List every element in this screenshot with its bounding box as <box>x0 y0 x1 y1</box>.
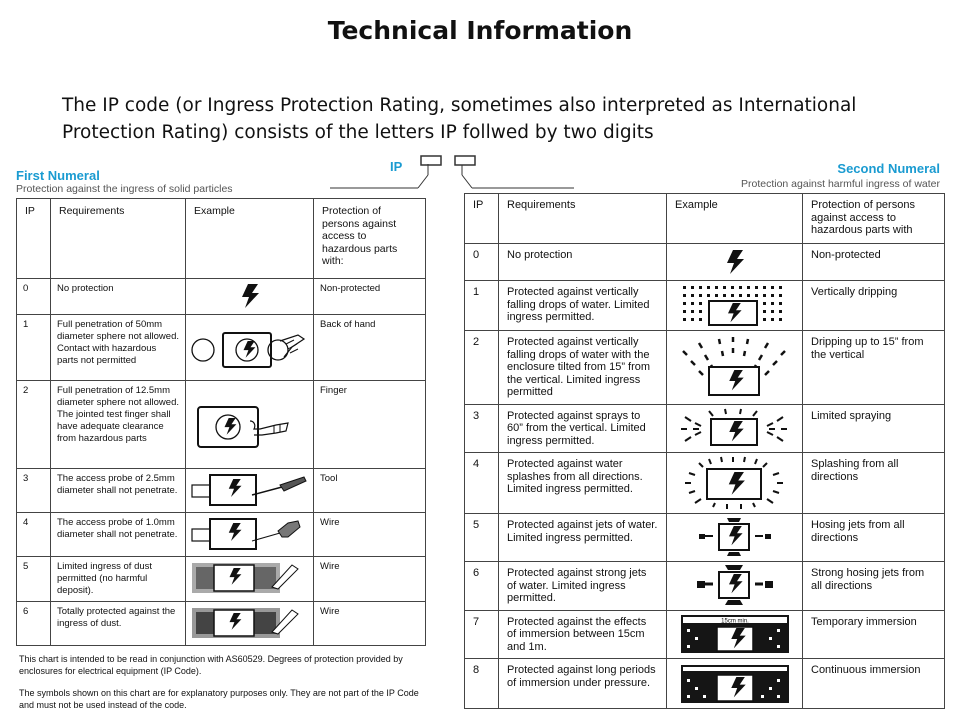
table-header-row <box>17 199 426 279</box>
finger-icon <box>188 383 310 463</box>
ip-code-cell: 0 <box>17 279 51 315</box>
protection-cell: Dripping up to 15” from the vertical <box>803 331 945 405</box>
note-symbols: The symbols shown on this chart are for explanatory purposes only. They are not part of the IP Code and must not be used instead of the code. <box>19 688 419 710</box>
ip-code-cell: 3 <box>17 469 51 513</box>
protection-cell: Wire <box>314 513 426 557</box>
ip-code-cell: 2 <box>17 381 51 469</box>
protection-cell: Tool <box>314 469 426 513</box>
requirement-cell: Protected against vertically falling drops of water with the enclosure tilted from 15” from the vertical. Limited ingress permitted <box>499 331 667 405</box>
second-numeral-heading <box>741 161 940 191</box>
protection-cell: Non-protected <box>803 244 945 281</box>
table-row <box>465 331 945 405</box>
protection-cell: Finger <box>314 381 426 469</box>
protection-cell: Vertically dripping <box>803 281 945 331</box>
column-header-requirements: Requirements <box>51 199 186 279</box>
column-header-protection: Protection of persons against access to hazardous parts with: <box>314 199 426 279</box>
requirement-cell: Protected against vertically falling drops of water. Limited ingress permitted. <box>499 281 667 331</box>
example-cell <box>667 610 803 659</box>
example-cell <box>186 513 314 557</box>
jet-icon <box>669 516 799 558</box>
vertical-drip-icon <box>669 283 799 327</box>
example-cell <box>186 279 314 315</box>
table-row <box>17 557 426 602</box>
protection-cell: Continuous immersion <box>803 659 945 709</box>
table-row <box>465 453 945 514</box>
table-row <box>17 279 426 315</box>
protection-cell: Wire <box>314 602 426 646</box>
ip-code-cell: 4 <box>17 513 51 557</box>
dust-sealed-icon <box>188 604 310 642</box>
column-header-example: Example <box>667 194 803 244</box>
ip-diagram-label: IP <box>390 159 403 174</box>
requirement-cell: No protection <box>51 279 186 315</box>
chart-notes <box>19 654 429 711</box>
strong-jet-icon <box>669 564 799 606</box>
table-row <box>17 381 426 469</box>
example-cell <box>667 453 803 514</box>
requirement-cell: Full penetration of 50mm diameter sphere not allowed. Contact with hazardous parts not permitted <box>51 315 186 381</box>
first-numeral-heading <box>16 168 233 196</box>
requirement-cell: Protected against jets of water. Limited ingress permitted. <box>499 514 667 562</box>
bolt-icon <box>188 281 310 311</box>
ip-code-cell: 1 <box>465 281 499 331</box>
example-cell <box>186 381 314 469</box>
table-row <box>465 404 945 453</box>
table-header-row <box>465 194 945 244</box>
requirement-cell: Limited ingress of dust permitted (no harmful deposit). <box>51 557 186 602</box>
example-cell <box>667 404 803 453</box>
tilted-drip-icon <box>669 333 799 399</box>
example-cell <box>667 331 803 405</box>
immersion-depth-label: 15cm min. <box>721 618 749 624</box>
intro-paragraph: The IP code (or Ingress Protection Rating, sometimes also interpreted as International Protection Rating) consists of the letters IP follwed by two digits <box>62 95 857 143</box>
second-numeral-title: Second Numeral <box>837 161 940 176</box>
dust-icon <box>188 559 310 597</box>
ip-code-cell: 4 <box>465 453 499 514</box>
table-row <box>17 469 426 513</box>
requirement-cell: Protected against the effects of immersion between 15cm and 1m. <box>499 610 667 659</box>
first-numeral-title: First Numeral <box>16 168 100 183</box>
requirement-cell: Totally protected against the ingress of dust. <box>51 602 186 646</box>
table-row <box>465 281 945 331</box>
requirement-cell: Protected against water splashes from all directions. Limited ingress permitted. <box>499 453 667 514</box>
requirement-cell: Protected against strong jets of water. Limited ingress permitted. <box>499 562 667 611</box>
protection-cell: Temporary immersion <box>803 610 945 659</box>
table-row <box>465 659 945 709</box>
ip-code-cell: 5 <box>465 514 499 562</box>
table-row <box>17 315 426 381</box>
spray-icon <box>669 407 799 449</box>
protection-cell: Wire <box>314 557 426 602</box>
tool-probe-icon <box>188 471 310 509</box>
requirement-cell: Protected against long periods of immersion under pressure. <box>499 659 667 709</box>
requirement-cell: The access probe of 1.0mm diameter shall not penetrate. <box>51 513 186 557</box>
table-row <box>17 602 426 646</box>
example-cell <box>186 315 314 381</box>
sphere-hand-icon <box>188 317 310 377</box>
protection-cell: Non-protected <box>314 279 426 315</box>
ip-code-cell: 0 <box>465 244 499 281</box>
column-header-ip: IP <box>17 199 51 279</box>
ip-code-cell: 1 <box>17 315 51 381</box>
page-title: Technical Information <box>327 16 633 45</box>
table-row <box>17 513 426 557</box>
first-numeral-table <box>16 198 426 646</box>
requirement-cell: Protected against sprays to 60” from the vertical. Limited ingress permitted. <box>499 404 667 453</box>
column-header-example: Example <box>186 199 314 279</box>
first-numeral-subtitle: Protection against the ingress of solid particles <box>16 183 233 195</box>
protection-cell: Strong hosing jets from all directions <box>803 562 945 611</box>
requirement-cell: Full penetration of 12.5mm diameter sphere not allowed. The jointed test finger shall have adequate clearance from hazardous parts <box>51 381 186 469</box>
splash-icon <box>669 455 799 511</box>
second-numeral-table <box>464 193 945 709</box>
example-cell <box>186 469 314 513</box>
column-header-ip: IP <box>465 194 499 244</box>
wire-probe-icon <box>188 515 310 553</box>
table-row <box>465 562 945 611</box>
protection-cell: Limited spraying <box>803 404 945 453</box>
example-cell <box>667 281 803 331</box>
ip-code-cell: 3 <box>465 404 499 453</box>
ip-code-diagram <box>330 155 580 191</box>
table-row <box>465 244 945 281</box>
immersion-icon <box>669 613 799 655</box>
example-cell <box>667 244 803 281</box>
example-cell <box>667 514 803 562</box>
ip-code-cell: 2 <box>465 331 499 405</box>
column-header-requirements: Requirements <box>499 194 667 244</box>
ip-code-cell: 6 <box>17 602 51 646</box>
protection-cell: Splashing from all directions <box>803 453 945 514</box>
continuous-immersion-icon <box>669 661 799 705</box>
ip-code-cell: 7 <box>465 610 499 659</box>
protection-cell: Back of hand <box>314 315 426 381</box>
ip-code-cell: 6 <box>465 562 499 611</box>
note-standard: This chart is intended to be read in conjunction with AS60529. Degrees of protection provided by enclosures for electrical equipment (IP Code). <box>19 654 403 676</box>
second-numeral-subtitle: Protection against harmful ingress of water <box>740 178 940 190</box>
example-cell <box>667 562 803 611</box>
bolt-icon <box>669 246 799 278</box>
table-row <box>465 610 945 659</box>
example-cell <box>186 557 314 602</box>
requirement-cell: The access probe of 2.5mm diameter shall not penetrate. <box>51 469 186 513</box>
column-header-protection: Protection of persons against access to hazardous parts with <box>803 194 945 244</box>
requirement-cell: No protection <box>499 244 667 281</box>
example-cell <box>186 602 314 646</box>
ip-code-cell: 8 <box>465 659 499 709</box>
ip-code-cell: 5 <box>17 557 51 602</box>
protection-cell: Hosing jets from all directions <box>803 514 945 562</box>
example-cell <box>667 659 803 709</box>
table-row <box>465 514 945 562</box>
